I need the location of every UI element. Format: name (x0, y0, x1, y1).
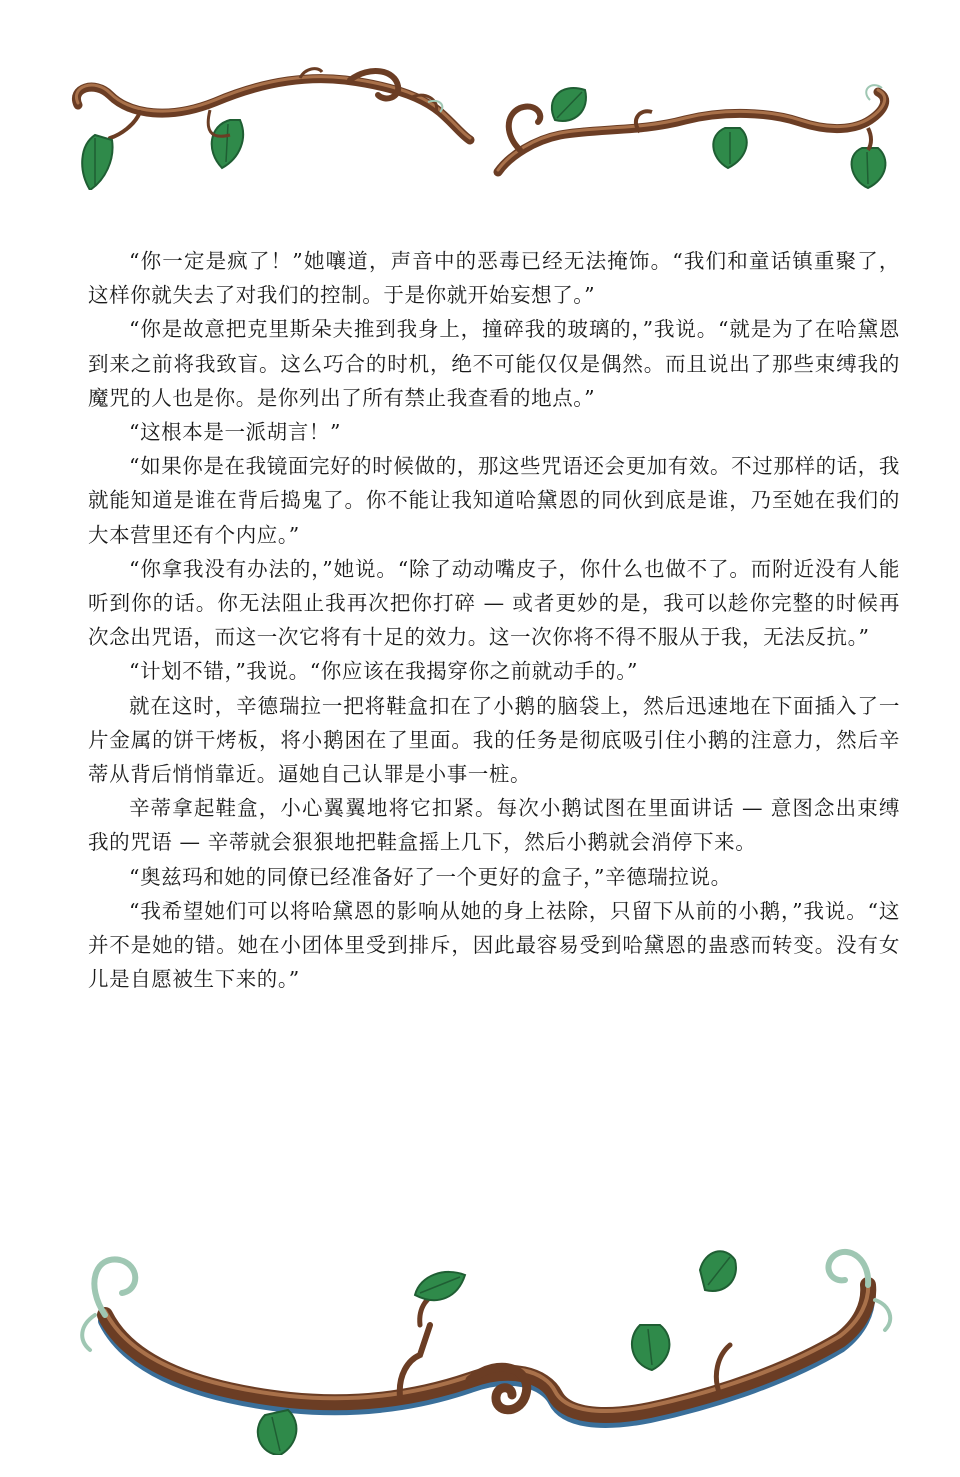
bottom-vine-border (0, 1225, 960, 1455)
top-vine-border (0, 40, 960, 190)
paragraph: “我希望她们可以将哈黛恩的影响从她的身上祛除，只留下从前的小鹅，”我说。“这并不是她的错。她在小团体里受到排斥，因此最容易受到哈黛恩的蛊惑而转变。没有女儿是自愿被生下来的。” (88, 898, 900, 992)
paragraph: “你拿我没有办法的，”她说。“除了动动嘴皮子，你什么也做不了。而附近没有人能听到你的话。你无法阻止我再次把你打碎 — 或者更妙的是，我可以趁你完整的时候再次念出咒语，而这一次它将有十足的效力。这一次你将不得不服从于我，无法反抗。” (88, 556, 900, 650)
paragraph: “奥兹玛和她的同僚已经准备好了一个更好的盒子，”辛德瑞拉说。 (129, 864, 732, 889)
story-text (88, 244, 900, 996)
paragraph: “计划不错，”我说。“你应该在我揭穿你之前就动手的。” (129, 659, 639, 684)
paragraph: “这根本是一派胡言！” (129, 420, 342, 445)
paragraph: 就在这时，辛德瑞拉一把将鞋盒扣在了小鹅的脑袋上，然后迅速地在下面插入了一片金属的饼干烤板，将小鹅困在了里面。我的任务是彻底吸引住小鹅的注意力，然后辛蒂从背后悄悄靠近。逼她自己认罪是小事一桩。 (88, 693, 900, 787)
paragraph: “你一定是疯了！”她嚷道，声音中的恶毒已经无法掩饰。“我们和童话镇重聚了，这样你就失去了对我们的控制。于是你就开始妄想了。” (88, 249, 900, 308)
paragraph: 辛蒂拿起鞋盒，小心翼翼地将它扣紧。每次小鹅试图在里面讲话 — 意图念出束缚我的咒语 — 辛蒂就会狠狠地把鞋盒摇上几下，然后小鹅就会消停下来。 (88, 796, 900, 855)
paragraph: “你是故意把克里斯朵夫推到我身上，撞碎我的玻璃的，”我说。“就是为了在哈黛恩到来之前将我致盲。这么巧合的时机，绝不可能仅仅是偶然。而且说出了那些束缚我的魔咒的人也是你。是你列出了所有禁止我查看的地点。” (88, 317, 900, 410)
paragraph: “如果你是在我镜面完好的时候做的，那这些咒语还会更加有效。不过那样的话，我就能知道是谁在背后捣鬼了。你不能让我知道哈黛恩的同伙到底是谁，乃至她在我们的大本营里还有个内应。” (88, 454, 900, 547)
